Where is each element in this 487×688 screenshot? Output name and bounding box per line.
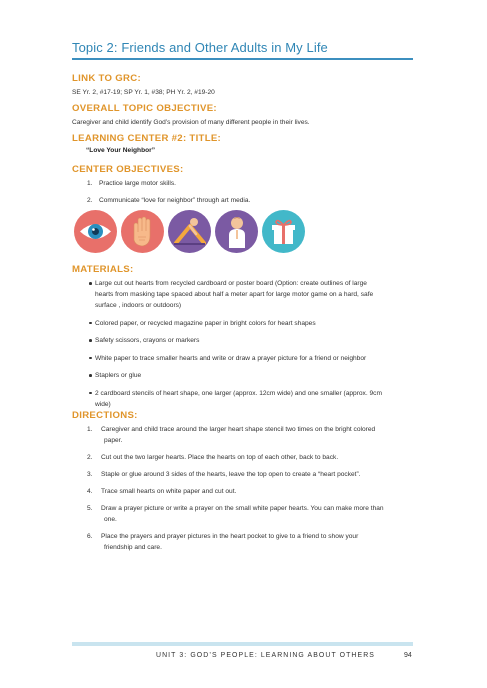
overall-objective-text: Caregiver and child identify God’s provision of many different people in their lives. <box>72 119 310 126</box>
list-item: 2. Cut out the two larger hearts. Place the hearts on top of each other, back to back. <box>87 454 339 461</box>
list-item: Safety scissors, crayons or markers <box>72 335 417 346</box>
directions-section <box>72 410 417 559</box>
list-item: 3. Staple or glue around 3 sides of the hearts, leave the top open to create a “heart pocket”. <box>87 471 361 478</box>
list-item: 5. Draw a prayer picture or write a prayer on the small white paper hearts. You can make more than one. <box>87 505 384 523</box>
learning-center-title: “Love Your Neighbor” <box>86 147 155 154</box>
materials-list <box>72 278 417 410</box>
footer-divider <box>72 642 413 646</box>
center-objectives-list <box>72 178 417 206</box>
link-to-grc-section <box>72 73 417 98</box>
list-item: Large cut out hearts from recycled cardboard or poster board (Option: create outlines of large hearts from masking tape spaced about half a meter apart for large motor game on a hard, safe surface , indoors or outdoors) <box>72 278 417 311</box>
link-to-grc-text: SE Yr. 2, #17-19; SP Yr. 1, #38; PH Yr. 2, #19-20 <box>72 89 215 96</box>
directions-list <box>72 424 417 553</box>
learning-center-section <box>72 133 417 154</box>
list-item: 2 cardboard stencils of heart shape, one larger (approx. 12cm wide) and one smaller (approx. 9cm wide) <box>72 388 417 410</box>
title-divider <box>72 58 413 60</box>
directions-heading: DIRECTIONS: <box>72 410 138 421</box>
footer-unit-title: UNIT 3: GOD’S PEOPLE: LEARNING ABOUT OTHERS <box>156 652 375 659</box>
page-number: 94 <box>404 652 412 659</box>
learning-center-heading: LEARNING CENTER #2: TITLE: <box>72 133 222 144</box>
center-objectives-heading: CENTER OBJECTIVES: <box>72 164 184 175</box>
list-item: 1. Practice large motor skills. <box>87 180 176 187</box>
list-item: 4. Trace small hearts on white paper and cut out. <box>87 488 237 495</box>
overall-objective-heading: OVERALL TOPIC OBJECTIVE: <box>72 103 217 114</box>
materials-section <box>72 264 417 416</box>
overall-objective-section <box>72 103 417 128</box>
yoga-pose-icon <box>168 210 211 253</box>
list-item: White paper to trace smaller hearts and write or draw a prayer picture for a friend or neighbor <box>72 353 417 364</box>
praying-child-icon <box>215 210 258 253</box>
hand-icon <box>121 210 164 253</box>
list-item: 2. Communicate “love for neighbor” through art media. <box>87 197 251 204</box>
page-title: Topic 2: Friends and Other Adults in My Life <box>72 40 328 55</box>
eye-icon <box>74 210 117 253</box>
gift-icon <box>262 210 305 253</box>
list-item: 1. Caregiver and child trace around the larger heart shape stencil two times on the bright colored paper. <box>87 426 376 444</box>
center-objectives-section <box>72 164 417 212</box>
list-item: Colored paper, or recycled magazine paper in bright colors for heart shapes <box>72 318 417 329</box>
list-item: 6. Place the prayers and prayer pictures in the heart pocket to give to a friend to show your friendship and care. <box>87 533 359 551</box>
link-to-grc-heading: LINK TO GRC: <box>72 73 141 84</box>
list-item: Staplers or glue <box>72 370 417 381</box>
materials-heading: MATERIALS: <box>72 264 134 275</box>
